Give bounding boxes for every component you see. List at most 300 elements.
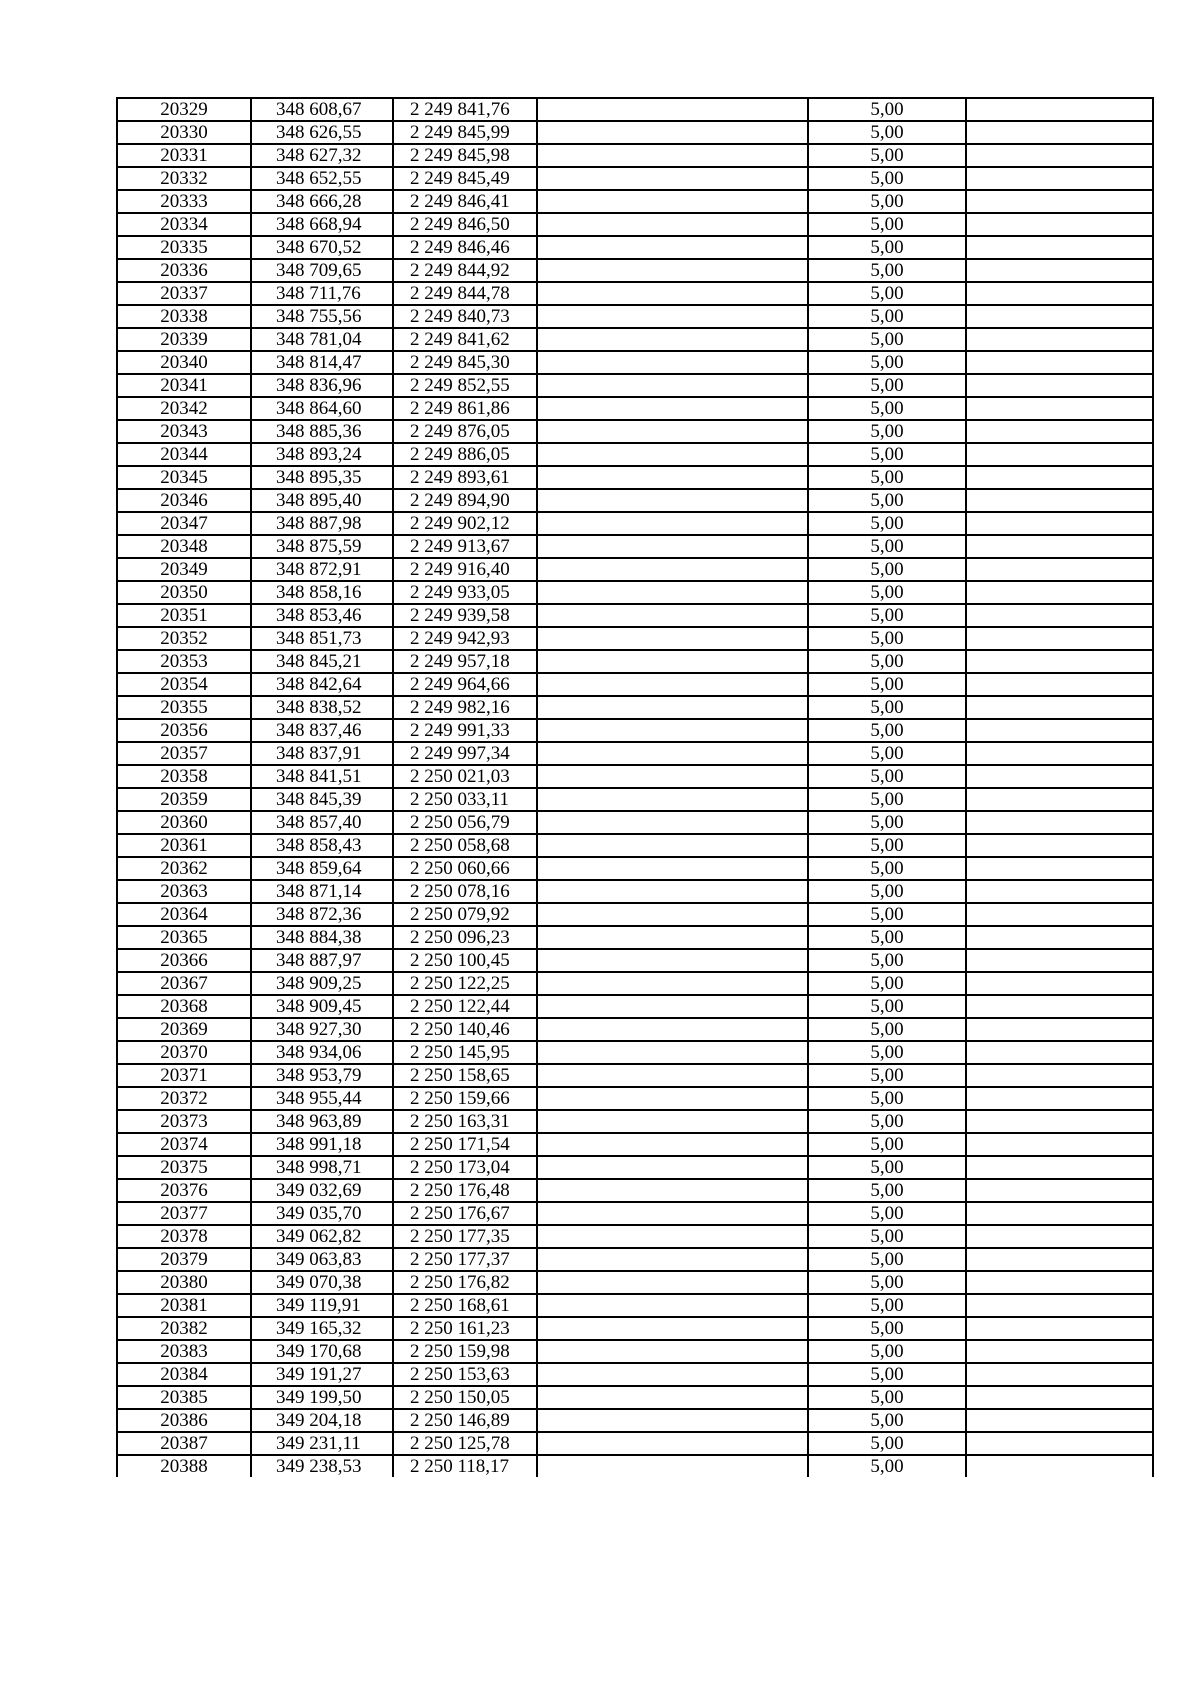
- point-number-cell: 20366: [117, 949, 251, 972]
- x-coordinate-cell: 348 709,65: [251, 259, 393, 282]
- x-coordinate-cell: 348 670,52: [251, 236, 393, 259]
- point-number-cell: 20368: [117, 995, 251, 1018]
- x-coordinate-cell: 349 035,70: [251, 1202, 393, 1225]
- accuracy-cell: 5,00: [808, 121, 966, 144]
- notes-cell: [966, 535, 1153, 558]
- x-coordinate-cell: 348 608,67: [251, 98, 393, 121]
- empty-cell: [537, 719, 808, 742]
- accuracy-cell: 5,00: [808, 512, 966, 535]
- empty-cell: [537, 213, 808, 236]
- table-row: [117, 351, 1153, 374]
- y-coordinate-cell: 2 249 982,16: [393, 696, 537, 719]
- table-row: [117, 1340, 1153, 1363]
- point-number-cell: 20367: [117, 972, 251, 995]
- notes-cell: [966, 604, 1153, 627]
- point-number-cell: 20329: [117, 98, 251, 121]
- table-row: [117, 742, 1153, 765]
- accuracy-cell: 5,00: [808, 1156, 966, 1179]
- point-number-cell: 20386: [117, 1409, 251, 1432]
- table-row: [117, 834, 1153, 857]
- point-number-cell: 20343: [117, 420, 251, 443]
- empty-cell: [537, 696, 808, 719]
- point-number-cell: 20378: [117, 1225, 251, 1248]
- notes-cell: [966, 1133, 1153, 1156]
- point-number-cell: 20363: [117, 880, 251, 903]
- y-coordinate-cell: 2 249 942,93: [393, 627, 537, 650]
- table-row: [117, 1110, 1153, 1133]
- accuracy-cell: 5,00: [808, 1386, 966, 1409]
- x-coordinate-cell: 348 875,59: [251, 535, 393, 558]
- notes-cell: [966, 949, 1153, 972]
- point-number-cell: 20362: [117, 857, 251, 880]
- notes-cell: [966, 190, 1153, 213]
- point-number-cell: 20375: [117, 1156, 251, 1179]
- table-row: [117, 811, 1153, 834]
- y-coordinate-cell: 2 249 861,86: [393, 397, 537, 420]
- empty-cell: [537, 880, 808, 903]
- table-row: [117, 443, 1153, 466]
- y-coordinate-cell: 2 249 846,46: [393, 236, 537, 259]
- x-coordinate-cell: 348 857,40: [251, 811, 393, 834]
- accuracy-cell: 5,00: [808, 1248, 966, 1271]
- empty-cell: [537, 1271, 808, 1294]
- table-row: [117, 650, 1153, 673]
- y-coordinate-cell: 2 249 841,62: [393, 328, 537, 351]
- point-number-cell: 20356: [117, 719, 251, 742]
- table-row: [117, 857, 1153, 880]
- table-row: [117, 995, 1153, 1018]
- y-coordinate-cell: 2 250 118,17: [393, 1455, 537, 1477]
- y-coordinate-cell: 2 250 100,45: [393, 949, 537, 972]
- y-coordinate-cell: 2 249 844,92: [393, 259, 537, 282]
- y-coordinate-cell: 2 250 161,23: [393, 1317, 537, 1340]
- y-coordinate-cell: 2 250 058,68: [393, 834, 537, 857]
- table-row: [117, 1432, 1153, 1455]
- x-coordinate-cell: 349 032,69: [251, 1179, 393, 1202]
- empty-cell: [537, 351, 808, 374]
- x-coordinate-cell: 348 872,36: [251, 903, 393, 926]
- accuracy-cell: 5,00: [808, 627, 966, 650]
- accuracy-cell: 5,00: [808, 489, 966, 512]
- x-coordinate-cell: 348 837,91: [251, 742, 393, 765]
- accuracy-cell: 5,00: [808, 1202, 966, 1225]
- empty-cell: [537, 903, 808, 926]
- x-coordinate-cell: 348 893,24: [251, 443, 393, 466]
- x-coordinate-cell: 348 895,40: [251, 489, 393, 512]
- accuracy-cell: 5,00: [808, 1110, 966, 1133]
- empty-cell: [537, 857, 808, 880]
- table-row: [117, 328, 1153, 351]
- x-coordinate-cell: 348 841,51: [251, 765, 393, 788]
- empty-cell: [537, 995, 808, 1018]
- point-number-cell: 20381: [117, 1294, 251, 1317]
- notes-cell: [966, 581, 1153, 604]
- y-coordinate-cell: 2 249 846,50: [393, 213, 537, 236]
- empty-cell: [537, 1340, 808, 1363]
- notes-cell: [966, 926, 1153, 949]
- accuracy-cell: 5,00: [808, 742, 966, 765]
- empty-cell: [537, 1179, 808, 1202]
- x-coordinate-cell: 349 070,38: [251, 1271, 393, 1294]
- y-coordinate-cell: 2 250 021,03: [393, 765, 537, 788]
- empty-cell: [537, 949, 808, 972]
- notes-cell: [966, 1386, 1153, 1409]
- x-coordinate-cell: 349 119,91: [251, 1294, 393, 1317]
- point-number-cell: 20383: [117, 1340, 251, 1363]
- accuracy-cell: 5,00: [808, 1133, 966, 1156]
- point-number-cell: 20388: [117, 1455, 251, 1477]
- accuracy-cell: 5,00: [808, 1179, 966, 1202]
- x-coordinate-cell: 348 909,25: [251, 972, 393, 995]
- accuracy-cell: 5,00: [808, 1317, 966, 1340]
- notes-cell: [966, 466, 1153, 489]
- notes-cell: [966, 397, 1153, 420]
- y-coordinate-cell: 2 249 991,33: [393, 719, 537, 742]
- y-coordinate-cell: 2 249 876,05: [393, 420, 537, 443]
- x-coordinate-cell: 349 062,82: [251, 1225, 393, 1248]
- table-row: [117, 190, 1153, 213]
- empty-cell: [537, 627, 808, 650]
- x-coordinate-cell: 348 711,76: [251, 282, 393, 305]
- table-row: [117, 1271, 1153, 1294]
- point-number-cell: 20373: [117, 1110, 251, 1133]
- empty-cell: [537, 811, 808, 834]
- notes-cell: [966, 121, 1153, 144]
- accuracy-cell: 5,00: [808, 811, 966, 834]
- point-number-cell: 20330: [117, 121, 251, 144]
- empty-cell: [537, 1018, 808, 1041]
- accuracy-cell: 5,00: [808, 1455, 966, 1477]
- point-number-cell: 20364: [117, 903, 251, 926]
- accuracy-cell: 5,00: [808, 1064, 966, 1087]
- notes-cell: [966, 374, 1153, 397]
- notes-cell: [966, 1018, 1153, 1041]
- empty-cell: [537, 1386, 808, 1409]
- empty-cell: [537, 236, 808, 259]
- y-coordinate-cell: 2 250 078,16: [393, 880, 537, 903]
- table-row: [117, 397, 1153, 420]
- y-coordinate-cell: 2 249 845,99: [393, 121, 537, 144]
- y-coordinate-cell: 2 250 163,31: [393, 1110, 537, 1133]
- y-coordinate-cell: 2 249 846,41: [393, 190, 537, 213]
- point-number-cell: 20348: [117, 535, 251, 558]
- point-number-cell: 20372: [117, 1087, 251, 1110]
- accuracy-cell: 5,00: [808, 466, 966, 489]
- empty-cell: [537, 190, 808, 213]
- x-coordinate-cell: 348 838,52: [251, 696, 393, 719]
- table-row: [117, 926, 1153, 949]
- table-row: [117, 1179, 1153, 1202]
- accuracy-cell: 5,00: [808, 535, 966, 558]
- point-number-cell: 20346: [117, 489, 251, 512]
- accuracy-cell: 5,00: [808, 351, 966, 374]
- point-number-cell: 20382: [117, 1317, 251, 1340]
- table-row: [117, 167, 1153, 190]
- empty-cell: [537, 1294, 808, 1317]
- y-coordinate-cell: 2 249 844,78: [393, 282, 537, 305]
- empty-cell: [537, 374, 808, 397]
- table-row: [117, 1409, 1153, 1432]
- table-row: [117, 1386, 1153, 1409]
- notes-cell: [966, 259, 1153, 282]
- table-row: [117, 1317, 1153, 1340]
- accuracy-cell: 5,00: [808, 926, 966, 949]
- x-coordinate-cell: 349 231,11: [251, 1432, 393, 1455]
- y-coordinate-cell: 2 249 852,55: [393, 374, 537, 397]
- coordinates-table: [116, 97, 1154, 1477]
- empty-cell: [537, 167, 808, 190]
- table-row: [117, 903, 1153, 926]
- point-number-cell: 20360: [117, 811, 251, 834]
- accuracy-cell: 5,00: [808, 420, 966, 443]
- notes-cell: [966, 811, 1153, 834]
- y-coordinate-cell: 2 249 893,61: [393, 466, 537, 489]
- x-coordinate-cell: 348 842,64: [251, 673, 393, 696]
- table-row: [117, 581, 1153, 604]
- accuracy-cell: 5,00: [808, 903, 966, 926]
- y-coordinate-cell: 2 250 079,92: [393, 903, 537, 926]
- empty-cell: [537, 742, 808, 765]
- table-row: [117, 673, 1153, 696]
- point-number-cell: 20376: [117, 1179, 251, 1202]
- x-coordinate-cell: 348 953,79: [251, 1064, 393, 1087]
- notes-cell: [966, 1225, 1153, 1248]
- point-number-cell: 20332: [117, 167, 251, 190]
- empty-cell: [537, 1455, 808, 1477]
- y-coordinate-cell: 2 250 060,66: [393, 857, 537, 880]
- accuracy-cell: 5,00: [808, 972, 966, 995]
- table-row: [117, 604, 1153, 627]
- x-coordinate-cell: 348 668,94: [251, 213, 393, 236]
- accuracy-cell: 5,00: [808, 788, 966, 811]
- x-coordinate-cell: 348 963,89: [251, 1110, 393, 1133]
- accuracy-cell: 5,00: [808, 1087, 966, 1110]
- y-coordinate-cell: 2 250 146,89: [393, 1409, 537, 1432]
- point-number-cell: 20379: [117, 1248, 251, 1271]
- point-number-cell: 20377: [117, 1202, 251, 1225]
- empty-cell: [537, 1432, 808, 1455]
- x-coordinate-cell: 348 887,98: [251, 512, 393, 535]
- table-row: [117, 1225, 1153, 1248]
- empty-cell: [537, 512, 808, 535]
- table-row: [117, 558, 1153, 581]
- empty-cell: [537, 328, 808, 351]
- empty-cell: [537, 926, 808, 949]
- y-coordinate-cell: 2 250 176,82: [393, 1271, 537, 1294]
- table-row: [117, 696, 1153, 719]
- table-row: [117, 719, 1153, 742]
- point-number-cell: 20349: [117, 558, 251, 581]
- y-coordinate-cell: 2 250 158,65: [393, 1064, 537, 1087]
- notes-cell: [966, 236, 1153, 259]
- y-coordinate-cell: 2 249 894,90: [393, 489, 537, 512]
- x-coordinate-cell: 348 858,43: [251, 834, 393, 857]
- point-number-cell: 20370: [117, 1041, 251, 1064]
- notes-cell: [966, 1248, 1153, 1271]
- accuracy-cell: 5,00: [808, 581, 966, 604]
- table-row: [117, 1041, 1153, 1064]
- x-coordinate-cell: 348 851,73: [251, 627, 393, 650]
- point-number-cell: 20385: [117, 1386, 251, 1409]
- accuracy-cell: 5,00: [808, 995, 966, 1018]
- notes-cell: [966, 1317, 1153, 1340]
- accuracy-cell: 5,00: [808, 1294, 966, 1317]
- x-coordinate-cell: 349 199,50: [251, 1386, 393, 1409]
- y-coordinate-cell: 2 250 177,37: [393, 1248, 537, 1271]
- notes-cell: [966, 903, 1153, 926]
- table-row: [117, 213, 1153, 236]
- x-coordinate-cell: 348 884,38: [251, 926, 393, 949]
- accuracy-cell: 5,00: [808, 1041, 966, 1064]
- y-coordinate-cell: 2 249 886,05: [393, 443, 537, 466]
- point-number-cell: 20351: [117, 604, 251, 627]
- x-coordinate-cell: 348 837,46: [251, 719, 393, 742]
- point-number-cell: 20334: [117, 213, 251, 236]
- accuracy-cell: 5,00: [808, 696, 966, 719]
- accuracy-cell: 5,00: [808, 558, 966, 581]
- point-number-cell: 20355: [117, 696, 251, 719]
- notes-cell: [966, 1087, 1153, 1110]
- table-row: [117, 1455, 1153, 1477]
- point-number-cell: 20345: [117, 466, 251, 489]
- y-coordinate-cell: 2 250 056,79: [393, 811, 537, 834]
- point-number-cell: 20371: [117, 1064, 251, 1087]
- notes-cell: [966, 144, 1153, 167]
- notes-cell: [966, 98, 1153, 121]
- point-number-cell: 20338: [117, 305, 251, 328]
- accuracy-cell: 5,00: [808, 1432, 966, 1455]
- point-number-cell: 20374: [117, 1133, 251, 1156]
- empty-cell: [537, 535, 808, 558]
- y-coordinate-cell: 2 250 150,05: [393, 1386, 537, 1409]
- y-coordinate-cell: 2 249 845,30: [393, 351, 537, 374]
- point-number-cell: 20353: [117, 650, 251, 673]
- point-number-cell: 20339: [117, 328, 251, 351]
- y-coordinate-cell: 2 250 145,95: [393, 1041, 537, 1064]
- table-row: [117, 236, 1153, 259]
- y-coordinate-cell: 2 250 171,54: [393, 1133, 537, 1156]
- x-coordinate-cell: 348 858,16: [251, 581, 393, 604]
- notes-cell: [966, 857, 1153, 880]
- y-coordinate-cell: 2 249 845,98: [393, 144, 537, 167]
- table-row: [117, 420, 1153, 443]
- empty-cell: [537, 1409, 808, 1432]
- accuracy-cell: 5,00: [808, 604, 966, 627]
- notes-cell: [966, 834, 1153, 857]
- x-coordinate-cell: 348 666,28: [251, 190, 393, 213]
- empty-cell: [537, 581, 808, 604]
- empty-cell: [537, 788, 808, 811]
- empty-cell: [537, 121, 808, 144]
- empty-cell: [537, 1041, 808, 1064]
- x-coordinate-cell: 348 909,45: [251, 995, 393, 1018]
- y-coordinate-cell: 2 249 957,18: [393, 650, 537, 673]
- empty-cell: [537, 1363, 808, 1386]
- notes-cell: [966, 489, 1153, 512]
- y-coordinate-cell: 2 249 913,67: [393, 535, 537, 558]
- accuracy-cell: 5,00: [808, 190, 966, 213]
- accuracy-cell: 5,00: [808, 236, 966, 259]
- table-row: [117, 1202, 1153, 1225]
- point-number-cell: 20337: [117, 282, 251, 305]
- y-coordinate-cell: 2 250 125,78: [393, 1432, 537, 1455]
- y-coordinate-cell: 2 249 964,66: [393, 673, 537, 696]
- point-number-cell: 20335: [117, 236, 251, 259]
- empty-cell: [537, 420, 808, 443]
- accuracy-cell: 5,00: [808, 443, 966, 466]
- y-coordinate-cell: 2 250 033,11: [393, 788, 537, 811]
- x-coordinate-cell: 348 895,35: [251, 466, 393, 489]
- x-coordinate-cell: 348 755,56: [251, 305, 393, 328]
- table-row: [117, 1064, 1153, 1087]
- y-coordinate-cell: 2 250 159,66: [393, 1087, 537, 1110]
- y-coordinate-cell: 2 250 122,44: [393, 995, 537, 1018]
- y-coordinate-cell: 2 249 841,76: [393, 98, 537, 121]
- notes-cell: [966, 1409, 1153, 1432]
- notes-cell: [966, 512, 1153, 535]
- accuracy-cell: 5,00: [808, 719, 966, 742]
- x-coordinate-cell: 348 652,55: [251, 167, 393, 190]
- point-number-cell: 20359: [117, 788, 251, 811]
- y-coordinate-cell: 2 249 902,12: [393, 512, 537, 535]
- point-number-cell: 20358: [117, 765, 251, 788]
- table-row: [117, 1018, 1153, 1041]
- accuracy-cell: 5,00: [808, 213, 966, 236]
- table-row: [117, 259, 1153, 282]
- y-coordinate-cell: 2 250 096,23: [393, 926, 537, 949]
- accuracy-cell: 5,00: [808, 328, 966, 351]
- table-row: [117, 1087, 1153, 1110]
- accuracy-cell: 5,00: [808, 834, 966, 857]
- point-number-cell: 20365: [117, 926, 251, 949]
- accuracy-cell: 5,00: [808, 1225, 966, 1248]
- y-coordinate-cell: 2 249 939,58: [393, 604, 537, 627]
- point-number-cell: 20384: [117, 1363, 251, 1386]
- accuracy-cell: 5,00: [808, 765, 966, 788]
- accuracy-cell: 5,00: [808, 1018, 966, 1041]
- y-coordinate-cell: 2 250 140,46: [393, 1018, 537, 1041]
- x-coordinate-cell: 348 627,32: [251, 144, 393, 167]
- accuracy-cell: 5,00: [808, 857, 966, 880]
- table-row: [117, 788, 1153, 811]
- notes-cell: [966, 972, 1153, 995]
- y-coordinate-cell: 2 249 997,34: [393, 742, 537, 765]
- table-row: [117, 512, 1153, 535]
- table-row: [117, 282, 1153, 305]
- x-coordinate-cell: 349 170,68: [251, 1340, 393, 1363]
- notes-cell: [966, 673, 1153, 696]
- x-coordinate-cell: 348 836,96: [251, 374, 393, 397]
- table-row: [117, 627, 1153, 650]
- point-number-cell: 20369: [117, 1018, 251, 1041]
- empty-cell: [537, 765, 808, 788]
- table-row: [117, 98, 1153, 121]
- empty-cell: [537, 144, 808, 167]
- accuracy-cell: 5,00: [808, 144, 966, 167]
- y-coordinate-cell: 2 250 153,63: [393, 1363, 537, 1386]
- point-number-cell: 20344: [117, 443, 251, 466]
- y-coordinate-cell: 2 250 159,98: [393, 1340, 537, 1363]
- empty-cell: [537, 972, 808, 995]
- y-coordinate-cell: 2 250 173,04: [393, 1156, 537, 1179]
- table-row: [117, 1133, 1153, 1156]
- notes-cell: [966, 558, 1153, 581]
- table-row: [117, 1156, 1153, 1179]
- notes-cell: [966, 696, 1153, 719]
- empty-cell: [537, 489, 808, 512]
- table-row: [117, 949, 1153, 972]
- table-row: [117, 374, 1153, 397]
